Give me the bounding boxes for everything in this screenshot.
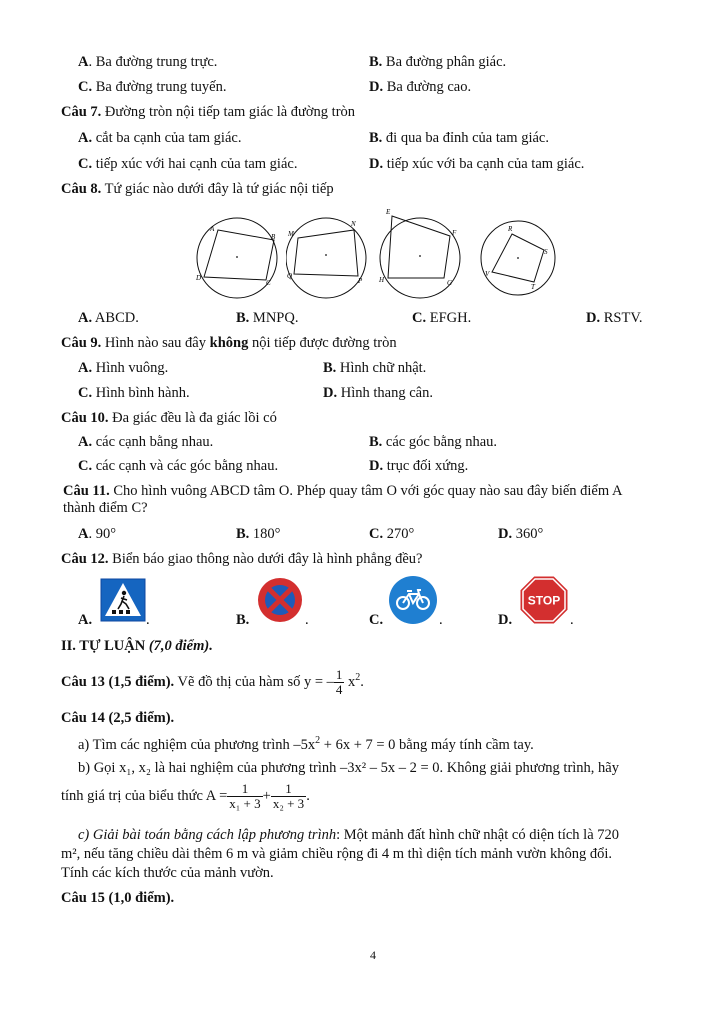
q10-option-c: C. các cạnh và các góc bằng nhau. [78, 458, 279, 474]
q9-option-a: A. Hình vuông. [78, 360, 169, 376]
q11-option-a: A. 90° [78, 526, 117, 542]
bicycle-sign-icon [388, 575, 438, 625]
fig1-label-c: C [266, 279, 271, 287]
q14-fraction-2: $\frac{1}{\text{x₂ + 3}}$ [272, 781, 305, 811]
fig3-label-e: E [386, 208, 391, 216]
part2-heading: II. TỰ LUẬN (7,0 điểm). [61, 638, 213, 654]
fig4-label-v: V [485, 270, 490, 278]
q6-option-a: A. Ba đường trung trực. [78, 54, 218, 70]
q12-option-b-period: . [305, 612, 309, 628]
fig2-label-m: M [288, 230, 294, 238]
q10-option-d: D. trục đối xứng. [369, 458, 469, 474]
q11-option-d: D. 360° [498, 526, 544, 542]
fig2-label-p: P [358, 277, 363, 285]
stop-sign-text: STOP [527, 593, 561, 608]
fig1-label-b: B [271, 233, 276, 241]
q7-question: Câu 7. Đường tròn nội tiếp tam giác là đường tròn [61, 104, 356, 120]
q6-option-d: D. Ba đường cao. [369, 79, 472, 95]
fig1-label-d: D [196, 274, 202, 282]
q11-option-c: C. 270° [369, 526, 415, 542]
no-parking-sign-icon [256, 576, 304, 624]
q14-part-c-line1: c) Giải bài toán bằng cách lập phương trình: Một mảnh đất hình chữ nhật có diện tích là 720 [78, 827, 620, 843]
q10-option-b: B. các góc bằng nhau. [369, 434, 498, 450]
figure-mnpq [286, 212, 370, 304]
q12-option-c-label: C. [369, 612, 384, 628]
q10-option-a: A. các cạnh bằng nhau. [78, 434, 214, 450]
q6-option-b: B. Ba đường phân giác. [369, 54, 507, 70]
q12-option-a-period: . [146, 612, 150, 628]
q7-option-c: C. tiếp xúc với hai cạnh của tam giác. [78, 156, 298, 172]
figure-abcd [194, 212, 286, 304]
q10-question: Câu 10. Đa giác đều là đa giác lồi có [61, 410, 277, 426]
q14-fraction-1: $\frac{1}{\text{x₁ + 3}}$ [229, 781, 261, 811]
q8-question: Câu 8. Tứ giác nào dưới đây là tứ giác nội tiếp [61, 181, 334, 197]
fig4-label-r: R [508, 225, 513, 233]
q13-fraction: $\frac{1}{4}$ [335, 667, 343, 697]
q11-option-b: B. 180° [236, 526, 281, 542]
fig2-label-n: N [351, 220, 356, 228]
q11-question-line1: Câu 11. Cho hình vuông ABCD tâm O. Phép quay tâm O với góc quay nào sau đây biến điểm A [63, 483, 623, 499]
q14-part-c-line2: m², nếu tăng chiều dài thêm 6 m và giảm chiều rộng đi 4 m thì diện tích mảnh vườn không đổi. [61, 846, 613, 862]
pedestrian-crossing-sign-icon [100, 578, 146, 622]
q8-option-a: A. ABCD. [78, 310, 139, 326]
q13-question: Câu 13 (1,5 điểm). Vẽ đồ thị của hàm số y = – $\frac{1}{4}$ $x^2$. [61, 667, 364, 697]
q7-option-a: A. cắt ba cạnh của tam giác. [78, 130, 242, 146]
q12-question: Câu 12. Biển báo giao thông nào dưới đây là hình phẳng đều? [61, 551, 423, 567]
q12-option-d-label: D. [498, 612, 513, 628]
page-number: 4 [370, 948, 376, 962]
q9-option-b: B. Hình chữ nhật. [323, 360, 427, 376]
q7-option-b: B. đi qua ba đỉnh của tam giác. [369, 130, 549, 146]
stop-sign-icon [519, 575, 569, 625]
figure-rstv [478, 216, 562, 300]
fig3-label-f: F [452, 229, 457, 237]
fig4-label-s: S [544, 248, 548, 256]
q14-part-b-line1: b) Gọi x₁, x₂ là hai nghiệm của phương trình –3x² – 5x – 2 = 0. Không giải phương trình, hãy [78, 760, 619, 776]
q12-option-c-period: . [439, 612, 443, 628]
q15-label: Câu 15 (1,0 điểm). [61, 890, 175, 906]
figure-efgh [378, 204, 468, 304]
fig3-label-g: G [447, 279, 453, 287]
fig3-label-h: H [379, 276, 385, 284]
q14-part-a: a) Tìm các nghiệm của phương trình $-5x^2 + 6x + 7 = 0$ bằng máy tính cầm tay. [78, 735, 534, 753]
q14-part-c-line3: Tính các kích thước của mảnh vườn. [61, 865, 274, 881]
q8-option-b: B. MNPQ. [236, 310, 299, 326]
q7-option-d: D. tiếp xúc với ba cạnh của tam giác. [369, 156, 585, 172]
q11-question-line2: thành điểm C? [63, 500, 148, 516]
q9-option-c: C. Hình bình hành. [78, 385, 190, 401]
fig2-label-q: Q [287, 272, 293, 280]
q12-option-d-period: . [570, 612, 574, 628]
q9-question: Câu 9. Hình nào sau đây không nội tiếp được đường tròn [61, 335, 397, 351]
q12-option-a-label: A. [78, 612, 93, 628]
fig4-label-t: T [531, 283, 535, 291]
q14-part-b-line2: tính giá trị của biểu thức A = $\frac{1}{\text{x₁ + 3}}$ + $\frac{1}{\text{x₂ + 3}}$ . [61, 781, 310, 811]
q8-option-d: D. RSTV. [586, 310, 643, 326]
q8-option-c: C. EFGH. [412, 310, 472, 326]
q14-label: Câu 14 (2,5 điểm). [61, 710, 175, 726]
q9-option-d: D. Hình thang cân. [323, 385, 433, 401]
q6-option-c: C. Ba đường trung tuyến. [78, 79, 227, 95]
fig1-label-a: A [210, 225, 215, 233]
q12-option-b-label: B. [236, 612, 250, 628]
